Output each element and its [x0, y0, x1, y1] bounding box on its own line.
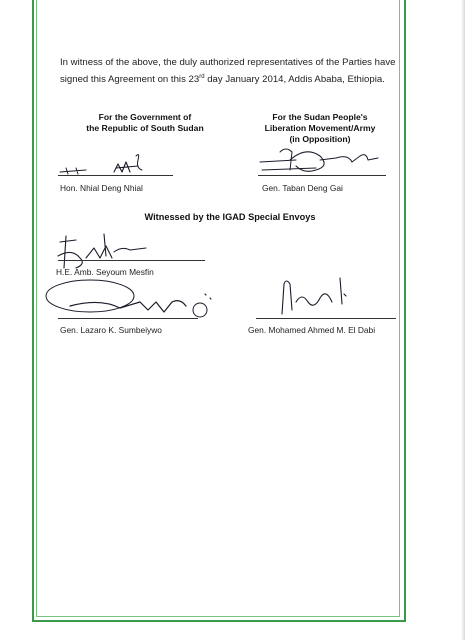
page-edge-shadow [461, 0, 465, 640]
signatory-nhial: Hon. Nhial Deng Nhial [60, 183, 143, 193]
signature-line-eldabi [256, 318, 396, 319]
signature-line-sumbeiywo [58, 318, 198, 319]
ordinal-suffix: rd [199, 74, 205, 80]
envoy-seyoum: H.E. Amb. Seyoum Mesfin [56, 267, 154, 277]
right-party-line-2: Liberation Movement/Army [264, 123, 376, 133]
envoy-eldabi: Gen. Mohamed Ahmed M. El Dabi [248, 325, 376, 335]
signature-line-taban [258, 175, 386, 176]
witness-paragraph [60, 56, 400, 87]
signature-eldabi [272, 274, 362, 322]
witness-line-2-end: day January 2014, Addis Ababa, Ethiopia. [204, 74, 385, 86]
signature-line-nhial [58, 175, 173, 176]
envoy-sumbeiywo: Gen. Lazaro K. Sumbeiywo [60, 325, 162, 335]
envoys-heading: Witnessed by the IGAD Special Envoys [144, 212, 316, 222]
left-party-line-1: For the Government of [98, 112, 192, 122]
witness-line-2-start: signed this Agreement on this 23 [60, 74, 200, 86]
signature-sumbeiywo [40, 276, 220, 332]
right-party-heading [250, 112, 390, 145]
witness-line-1: In witness of the above, the duly authorized representatives of the Parties have [60, 57, 396, 68]
signatory-taban: Gen. Taban Deng Gai [262, 183, 343, 193]
right-party-line-1: For the Sudan People's [272, 112, 368, 122]
right-party-line-3: (in Opposition) [289, 134, 351, 144]
left-party-line-2: the Republic of South Sudan [86, 123, 204, 133]
left-party-heading [60, 112, 230, 134]
signature-line-seyoum [58, 260, 205, 261]
witness-line-2 [60, 70, 400, 87]
